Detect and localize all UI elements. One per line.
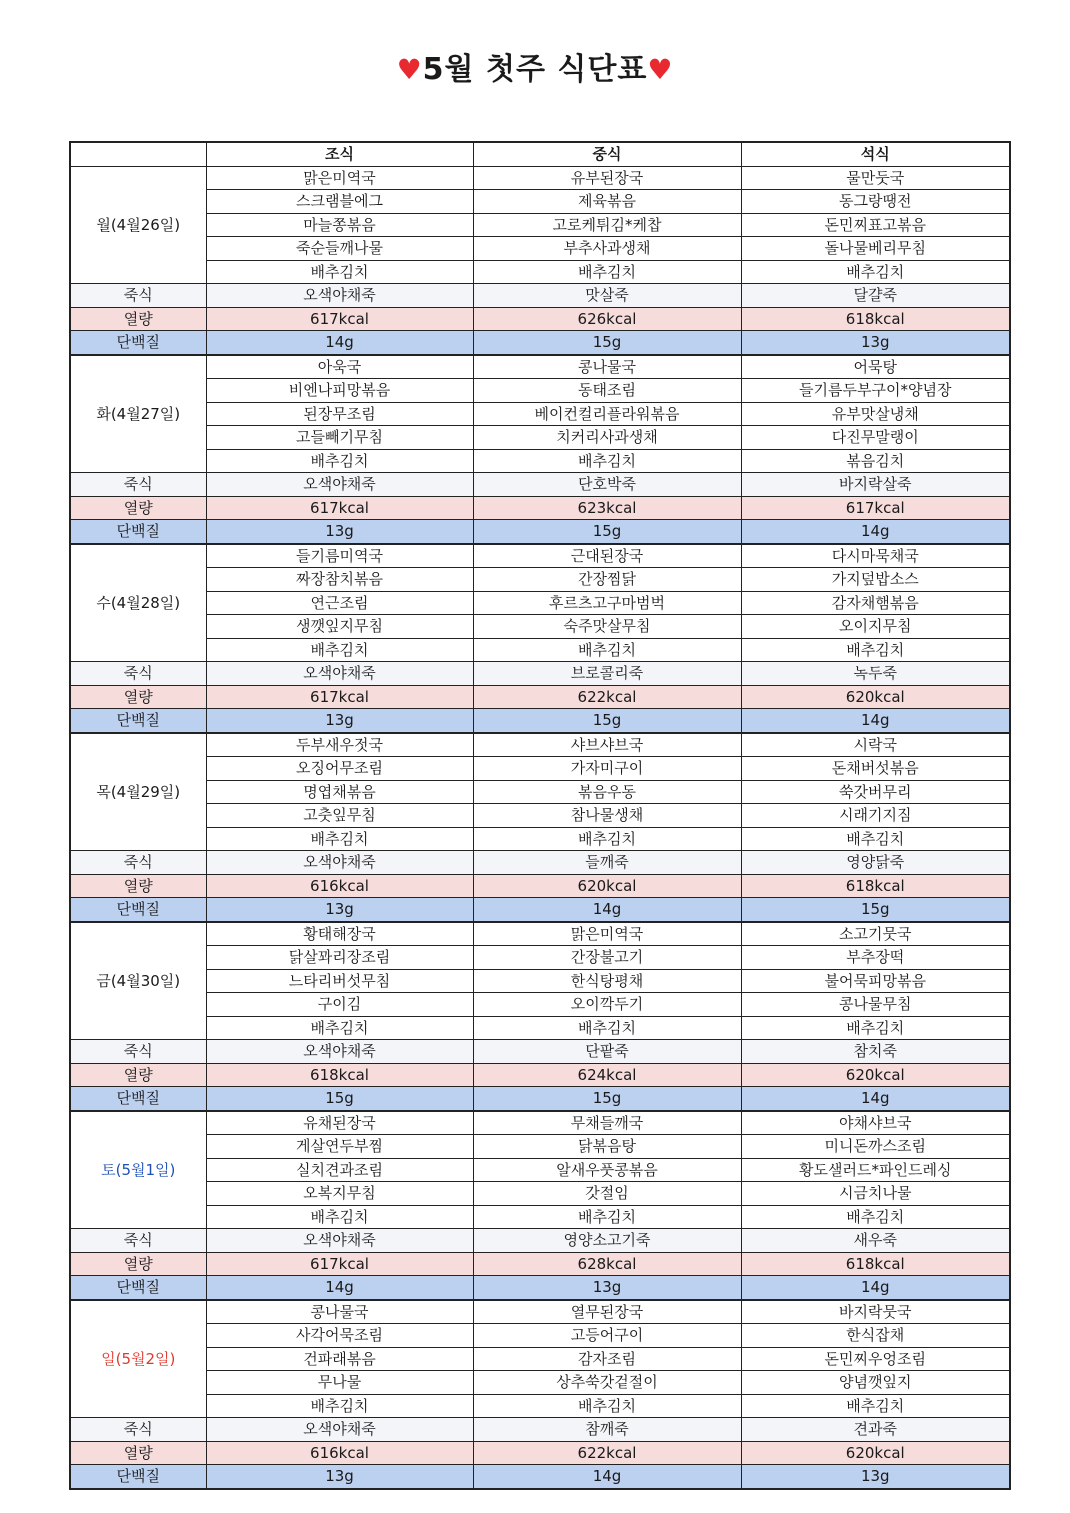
porridge-label: 죽식	[70, 662, 206, 686]
dish-cell: 미니돈까스조림	[741, 1135, 1010, 1159]
protein-cell: 13g	[473, 1276, 741, 1300]
porridge-cell: 브로콜리죽	[473, 662, 741, 686]
protein-cell: 14g	[741, 1087, 1010, 1111]
porridge-cell: 들깨죽	[473, 851, 741, 875]
dish-cell: 된장무조림	[206, 402, 473, 426]
dish-cell: 배추김치	[473, 638, 741, 662]
dish-cell: 근대된장국	[473, 544, 741, 568]
dish-cell: 생깻잎지무침	[206, 615, 473, 639]
dish-cell: 한식탕평채	[473, 969, 741, 993]
porridge-label: 죽식	[70, 1418, 206, 1442]
dish-cell: 불어묵피망볶음	[741, 969, 1010, 993]
protein-row	[70, 1465, 1010, 1489]
dish-cell: 감자채햄볶음	[741, 591, 1010, 615]
protein-label: 단백질	[70, 898, 206, 922]
kcal-cell: 618kcal	[741, 1252, 1010, 1276]
kcal-cell: 622kcal	[473, 685, 741, 709]
dish-cell: 오이지무침	[741, 615, 1010, 639]
kcal-cell: 622kcal	[473, 1441, 741, 1465]
dish-cell: 부추장떡	[741, 946, 1010, 970]
dish-cell: 연근조림	[206, 591, 473, 615]
dish-row	[70, 449, 1010, 473]
dish-cell: 양념깻잎지	[741, 1371, 1010, 1395]
porridge-cell: 오색야채죽	[206, 1040, 473, 1064]
protein-row	[70, 331, 1010, 355]
header-blank	[70, 142, 206, 166]
dish-cell: 참나물생채	[473, 804, 741, 828]
dish-cell: 건파래볶음	[206, 1347, 473, 1371]
dish-row	[70, 1394, 1010, 1418]
porridge-cell: 참치죽	[741, 1040, 1010, 1064]
dish-cell: 고등어구이	[473, 1324, 741, 1348]
kcal-row	[70, 1252, 1010, 1276]
porridge-cell: 오색야채죽	[206, 284, 473, 308]
dish-cell: 상추쑥갓겉절이	[473, 1371, 741, 1395]
dish-cell: 동태조림	[473, 379, 741, 403]
protein-cell: 13g	[741, 331, 1010, 355]
dish-cell: 부추사과생채	[473, 237, 741, 261]
protein-cell: 14g	[206, 1276, 473, 1300]
dish-row	[70, 757, 1010, 781]
dish-cell: 맑은미역국	[206, 166, 473, 190]
header-breakfast: 조식	[206, 142, 473, 166]
heart-icon: ♥	[396, 53, 423, 86]
dish-row	[70, 1205, 1010, 1229]
dish-cell: 콩나물국	[473, 355, 741, 379]
dish-cell: 고로케튀김*케찹	[473, 213, 741, 237]
kcal-cell: 616kcal	[206, 1441, 473, 1465]
porridge-cell: 단팥죽	[473, 1040, 741, 1064]
kcal-cell: 616kcal	[206, 874, 473, 898]
protein-cell: 14g	[473, 898, 741, 922]
dish-cell: 후르츠고구마범벅	[473, 591, 741, 615]
day-label: 금(4월30일)	[70, 922, 206, 1040]
protein-label: 단백질	[70, 520, 206, 544]
dish-cell: 들기름미역국	[206, 544, 473, 568]
dish-row	[70, 260, 1010, 284]
dish-row	[70, 544, 1010, 568]
dish-cell: 아욱국	[206, 355, 473, 379]
dish-row	[70, 1158, 1010, 1182]
protein-cell: 14g	[741, 520, 1010, 544]
dish-cell: 맑은미역국	[473, 922, 741, 946]
porridge-row	[70, 851, 1010, 875]
porridge-cell: 오색야채죽	[206, 851, 473, 875]
kcal-row	[70, 1063, 1010, 1087]
protein-cell: 14g	[741, 709, 1010, 733]
dish-cell: 배추김치	[741, 1205, 1010, 1229]
dish-cell: 다시마묵채국	[741, 544, 1010, 568]
day-label: 토(5월1일)	[70, 1111, 206, 1229]
dish-row	[70, 1300, 1010, 1324]
kcal-cell: 624kcal	[473, 1063, 741, 1087]
dish-row	[70, 237, 1010, 261]
dish-cell: 실치견과조림	[206, 1158, 473, 1182]
kcal-row	[70, 496, 1010, 520]
dish-row	[70, 1347, 1010, 1371]
porridge-label: 죽식	[70, 473, 206, 497]
dish-cell: 가자미구이	[473, 757, 741, 781]
kcal-label: 열량	[70, 1063, 206, 1087]
protein-cell: 13g	[206, 709, 473, 733]
protein-cell: 13g	[206, 1465, 473, 1489]
meal-table	[69, 141, 1011, 1490]
dish-cell: 스크램블에그	[206, 190, 473, 214]
day-label: 월(4월26일)	[70, 166, 206, 284]
dish-cell: 동그랑땡전	[741, 190, 1010, 214]
header-lunch: 중식	[473, 142, 741, 166]
kcal-label: 열량	[70, 1441, 206, 1465]
dish-cell: 배추김치	[206, 1394, 473, 1418]
dish-cell: 배추김치	[741, 1016, 1010, 1040]
header-row	[70, 142, 1010, 166]
protein-label: 단백질	[70, 1087, 206, 1111]
dish-cell: 야채샤브국	[741, 1111, 1010, 1135]
dish-cell: 고들빼기무침	[206, 426, 473, 450]
dish-cell: 알새우풋콩볶음	[473, 1158, 741, 1182]
protein-row	[70, 709, 1010, 733]
dish-cell: 감자조림	[473, 1347, 741, 1371]
dish-cell: 배추김치	[206, 449, 473, 473]
protein-cell: 15g	[473, 331, 741, 355]
dish-cell: 닭살꽈리장조림	[206, 946, 473, 970]
protein-cell: 15g	[473, 709, 741, 733]
dish-row	[70, 426, 1010, 450]
dish-row	[70, 1135, 1010, 1159]
title-text: 5월 첫주 식단표	[422, 52, 648, 87]
kcal-cell: 617kcal	[206, 496, 473, 520]
day-label: 목(4월29일)	[70, 733, 206, 851]
dish-row	[70, 1182, 1010, 1206]
dish-cell: 배추김치	[741, 827, 1010, 851]
porridge-cell: 참깨죽	[473, 1418, 741, 1442]
kcal-row	[70, 874, 1010, 898]
dish-row	[70, 166, 1010, 190]
porridge-cell: 맛살죽	[473, 284, 741, 308]
porridge-cell: 오색야채죽	[206, 1229, 473, 1253]
dish-cell: 오징어무조림	[206, 757, 473, 781]
kcal-label: 열량	[70, 496, 206, 520]
dish-cell: 느타리버섯무침	[206, 969, 473, 993]
kcal-cell: 620kcal	[741, 1063, 1010, 1087]
dish-cell: 오이깍두기	[473, 993, 741, 1017]
kcal-label: 열량	[70, 1252, 206, 1276]
kcal-row	[70, 685, 1010, 709]
protein-cell: 14g	[473, 1465, 741, 1489]
dish-cell: 시래기지짐	[741, 804, 1010, 828]
dish-cell: 다진무말랭이	[741, 426, 1010, 450]
protein-label: 단백질	[70, 709, 206, 733]
dish-cell: 유부된장국	[473, 166, 741, 190]
kcal-cell: 617kcal	[206, 307, 473, 331]
porridge-row	[70, 1229, 1010, 1253]
kcal-cell: 620kcal	[741, 685, 1010, 709]
protein-row	[70, 1276, 1010, 1300]
dish-row	[70, 733, 1010, 757]
header-dinner: 석식	[741, 142, 1010, 166]
kcal-cell: 626kcal	[473, 307, 741, 331]
dish-cell: 배추김치	[473, 827, 741, 851]
heart-icon: ♥	[647, 53, 674, 86]
dish-cell: 볶음우동	[473, 780, 741, 804]
protein-cell: 13g	[741, 1465, 1010, 1489]
dish-cell: 치커리사과생채	[473, 426, 741, 450]
dish-cell: 배추김치	[206, 1016, 473, 1040]
dish-cell: 콩나물무침	[741, 993, 1010, 1017]
dish-cell: 돌나물베리무침	[741, 237, 1010, 261]
protein-cell: 14g	[206, 331, 473, 355]
dish-cell: 사각어묵조림	[206, 1324, 473, 1348]
dish-cell: 유부맛살냉채	[741, 402, 1010, 426]
dish-cell: 죽순들깨나물	[206, 237, 473, 261]
dish-cell: 제육볶음	[473, 190, 741, 214]
kcal-cell: 618kcal	[206, 1063, 473, 1087]
dish-cell: 구이김	[206, 993, 473, 1017]
kcal-label: 열량	[70, 685, 206, 709]
dish-cell: 마늘쫑볶음	[206, 213, 473, 237]
protein-cell: 13g	[206, 520, 473, 544]
protein-row	[70, 520, 1010, 544]
protein-cell: 15g	[473, 1087, 741, 1111]
dish-cell: 들기름두부구이*양념장	[741, 379, 1010, 403]
dish-row	[70, 638, 1010, 662]
porridge-cell: 견과죽	[741, 1418, 1010, 1442]
kcal-cell: 620kcal	[741, 1441, 1010, 1465]
protein-label: 단백질	[70, 1465, 206, 1489]
kcal-cell: 628kcal	[473, 1252, 741, 1276]
dish-cell: 배추김치	[473, 1394, 741, 1418]
dish-cell: 두부새우젓국	[206, 733, 473, 757]
dish-cell: 간장찜닭	[473, 568, 741, 592]
porridge-cell: 오색야채죽	[206, 662, 473, 686]
dish-cell: 볶음김치	[741, 449, 1010, 473]
porridge-row	[70, 473, 1010, 497]
kcal-cell: 617kcal	[206, 1252, 473, 1276]
dish-cell: 한식잡채	[741, 1324, 1010, 1348]
kcal-cell: 618kcal	[741, 874, 1010, 898]
dish-cell: 짜장참치볶음	[206, 568, 473, 592]
dish-cell: 황도샐러드*파인드레싱	[741, 1158, 1010, 1182]
dish-cell: 명엽채볶음	[206, 780, 473, 804]
day-label: 수(4월28일)	[70, 544, 206, 662]
dish-row	[70, 804, 1010, 828]
dish-cell: 배추김치	[741, 260, 1010, 284]
day-label: 일(5월2일)	[70, 1300, 206, 1418]
dish-cell: 베이컨컬리플라워볶음	[473, 402, 741, 426]
kcal-row	[70, 1441, 1010, 1465]
porridge-cell: 영양닭죽	[741, 851, 1010, 875]
dish-row	[70, 213, 1010, 237]
dish-cell: 시금치나물	[741, 1182, 1010, 1206]
dish-row	[70, 1111, 1010, 1135]
kcal-row	[70, 307, 1010, 331]
kcal-cell: 617kcal	[206, 685, 473, 709]
dish-cell: 비엔나피망볶음	[206, 379, 473, 403]
dish-cell: 게살연두부찜	[206, 1135, 473, 1159]
dish-row	[70, 615, 1010, 639]
dish-cell: 어묵탕	[741, 355, 1010, 379]
dish-row	[70, 1371, 1010, 1395]
dish-cell: 돈민찌우엉조림	[741, 1347, 1010, 1371]
dish-cell: 배추김치	[206, 638, 473, 662]
porridge-row	[70, 1040, 1010, 1064]
porridge-cell: 새우죽	[741, 1229, 1010, 1253]
dish-cell: 배추김치	[206, 260, 473, 284]
dish-cell: 무채들깨국	[473, 1111, 741, 1135]
dish-cell: 오복지무침	[206, 1182, 473, 1206]
dish-cell: 시락국	[741, 733, 1010, 757]
dish-cell: 고춧잎무침	[206, 804, 473, 828]
porridge-cell: 오색야채죽	[206, 473, 473, 497]
kcal-cell: 620kcal	[473, 874, 741, 898]
dish-row	[70, 993, 1010, 1017]
dish-cell: 배추김치	[741, 1394, 1010, 1418]
dish-cell: 배추김치	[206, 1205, 473, 1229]
protein-cell: 14g	[741, 1276, 1010, 1300]
dish-cell: 돈채버섯볶음	[741, 757, 1010, 781]
dish-row	[70, 922, 1010, 946]
page-title	[0, 44, 1070, 88]
dish-cell: 배추김치	[473, 449, 741, 473]
protein-cell: 15g	[741, 898, 1010, 922]
dish-row	[70, 355, 1010, 379]
protein-cell: 15g	[206, 1087, 473, 1111]
dish-cell: 돈민찌표고볶음	[741, 213, 1010, 237]
dish-cell: 간장불고기	[473, 946, 741, 970]
porridge-cell: 오색야채죽	[206, 1418, 473, 1442]
dish-cell: 쑥갓버무리	[741, 780, 1010, 804]
kcal-label: 열량	[70, 307, 206, 331]
dish-cell: 열무된장국	[473, 1300, 741, 1324]
porridge-cell: 단호박죽	[473, 473, 741, 497]
dish-cell: 배추김치	[741, 638, 1010, 662]
porridge-label: 죽식	[70, 851, 206, 875]
dish-row	[70, 969, 1010, 993]
protein-row	[70, 898, 1010, 922]
dish-cell: 닭볶음탕	[473, 1135, 741, 1159]
dish-cell: 샤브샤브국	[473, 733, 741, 757]
dish-cell: 유채된장국	[206, 1111, 473, 1135]
porridge-row	[70, 1418, 1010, 1442]
dish-row	[70, 379, 1010, 403]
porridge-cell: 녹두죽	[741, 662, 1010, 686]
porridge-label: 죽식	[70, 1040, 206, 1064]
protein-label: 단백질	[70, 331, 206, 355]
kcal-cell: 618kcal	[741, 307, 1010, 331]
dish-cell: 무나물	[206, 1371, 473, 1395]
dish-cell: 물만둣국	[741, 166, 1010, 190]
dish-row	[70, 190, 1010, 214]
porridge-cell: 영양소고기죽	[473, 1229, 741, 1253]
porridge-row	[70, 662, 1010, 686]
porridge-row	[70, 284, 1010, 308]
porridge-cell: 바지락살죽	[741, 473, 1010, 497]
dish-row	[70, 780, 1010, 804]
dish-cell: 갓절임	[473, 1182, 741, 1206]
dish-cell: 숙주맛살무침	[473, 615, 741, 639]
dish-cell: 배추김치	[473, 1016, 741, 1040]
dish-cell: 배추김치	[473, 1205, 741, 1229]
dish-cell: 바지락뭇국	[741, 1300, 1010, 1324]
protein-row	[70, 1087, 1010, 1111]
dish-cell: 황태해장국	[206, 922, 473, 946]
porridge-label: 죽식	[70, 284, 206, 308]
porridge-label: 죽식	[70, 1229, 206, 1253]
dish-cell: 배추김치	[206, 827, 473, 851]
dish-row	[70, 591, 1010, 615]
dish-cell: 소고기뭇국	[741, 922, 1010, 946]
dish-row	[70, 568, 1010, 592]
protein-cell: 15g	[473, 520, 741, 544]
protein-label: 단백질	[70, 1276, 206, 1300]
day-label: 화(4월27일)	[70, 355, 206, 473]
dish-cell: 가지덮밥소스	[741, 568, 1010, 592]
dish-cell: 배추김치	[473, 260, 741, 284]
dish-row	[70, 402, 1010, 426]
dish-row	[70, 946, 1010, 970]
dish-row	[70, 1324, 1010, 1348]
meal-table-body	[70, 166, 1010, 1489]
dish-row	[70, 827, 1010, 851]
kcal-cell: 617kcal	[741, 496, 1010, 520]
kcal-cell: 623kcal	[473, 496, 741, 520]
dish-cell: 콩나물국	[206, 1300, 473, 1324]
dish-row	[70, 1016, 1010, 1040]
porridge-cell: 달걀죽	[741, 284, 1010, 308]
protein-cell: 13g	[206, 898, 473, 922]
kcal-label: 열량	[70, 874, 206, 898]
